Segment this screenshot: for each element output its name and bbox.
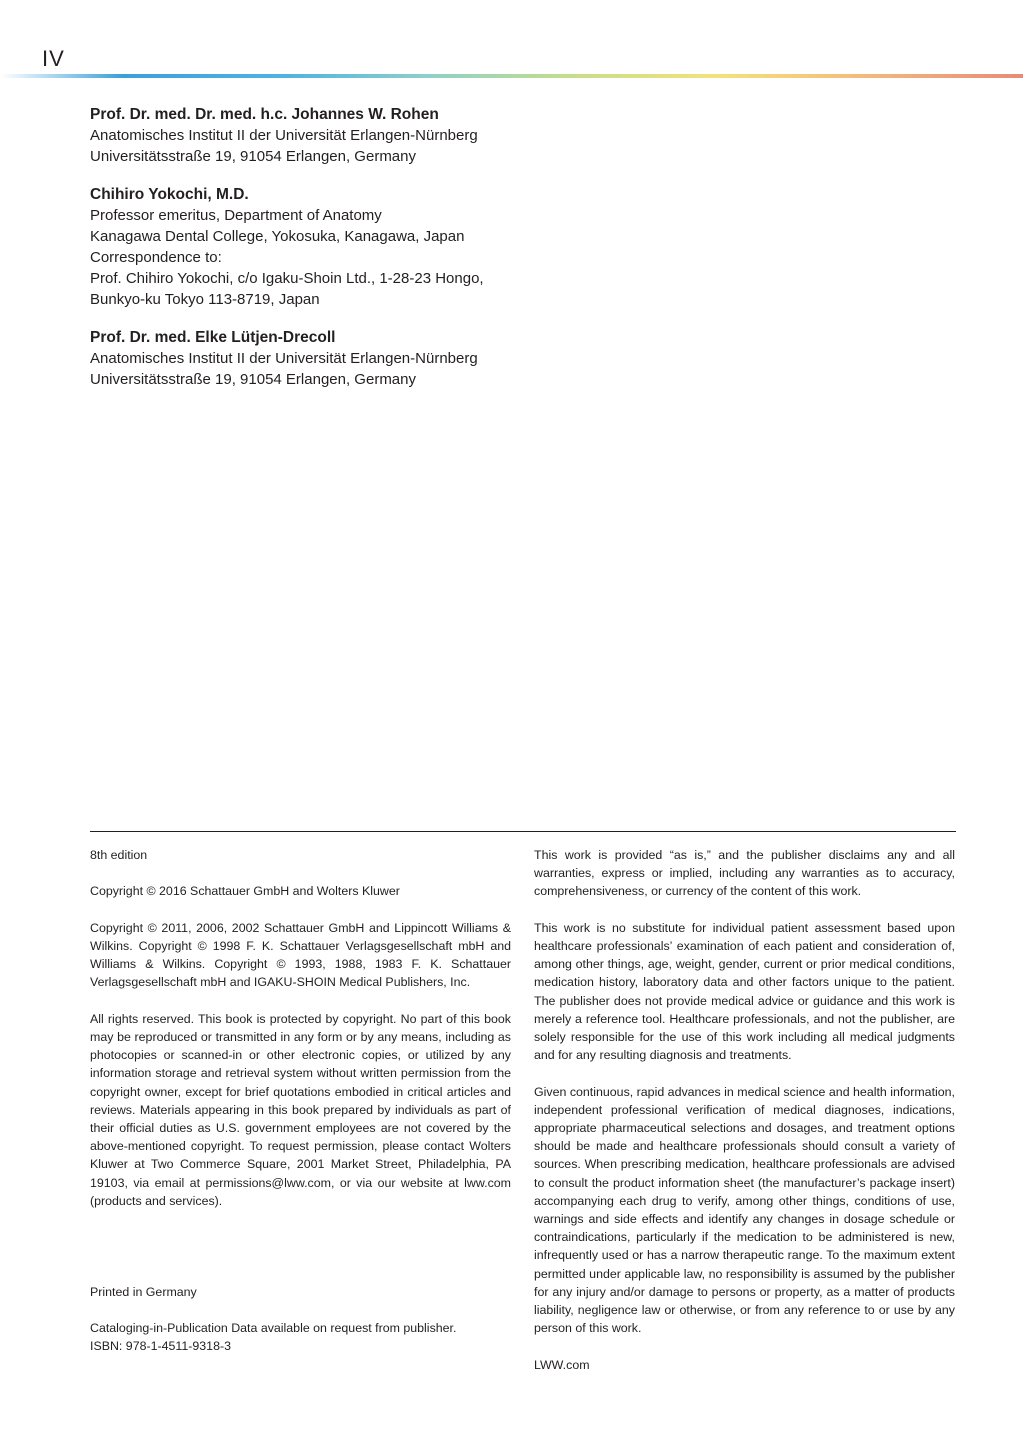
author-address-line: Universitätsstraße 19, 91054 Erlangen, Germany	[90, 371, 416, 388]
copyright-history: Copyright © 2011, 2006, 2002 Schattauer GmbH and Lippincott Williams & Wilkins. Copyright © 1998 F. K. Schattauer Verlagsgesellschaft mbH and Williams & Wilkins. Copyright © 1993, 1988, 1983 F. K. Schattauer Verlagsgesellschaft mbH and IGAKU-SHOIN Medical Publishers, Inc.	[90, 920, 511, 990]
rights-notice: All rights reserved. This book is protected by copyright. No part of this book may be reproduced or transmitted in any form or by any means, including as photocopies or scanned-in or other electronic copies, or utilized by any information storage and retrieval system without written permission from the copyright owner, except for brief quotations embodied in critical articles and reviews. Materials appearing in this book prepared by individuals as part of their official duties as U.S. government employees are not covered by the above-mentioned copyright. To request permission, please contact Wolters Kluwer at Two Commerce Square, 2001 Market Street, Philadelphia, PA 19103, via email at permissions@lww.com, or via our website at lww.com (products and services).	[90, 1011, 511, 1208]
section-divider	[90, 831, 956, 832]
author-address-line: Anatomisches Institut II der Universität Erlangen-Nürnberg	[90, 350, 478, 367]
imprint-right-column	[534, 846, 955, 1374]
author-address-line: Bunkyo-ku Tokyo 113-8719, Japan	[90, 291, 320, 308]
printed-in: Printed in Germany	[90, 1284, 197, 1299]
author-entry	[90, 327, 610, 390]
author-list	[90, 104, 610, 407]
as-is-disclaimer: This work is provided “as is,” and the publisher disclaims any and all warranties, express or implied, including any warranties as to accuracy, comprehensiveness, or currency of the content of this work.	[534, 848, 955, 899]
isbn: ISBN: 978-1-4511-9318-3	[90, 1339, 231, 1354]
author-address-line: Universitätsstraße 19, 91054 Erlangen, Germany	[90, 148, 416, 165]
author-name: Prof. Dr. med. Dr. med. h.c. Johannes W. Rohen	[90, 106, 439, 123]
imprint-left-column	[90, 846, 511, 1356]
author-entry	[90, 104, 610, 167]
publisher-website: LWW.com	[534, 1357, 590, 1372]
copyright-current: Copyright © 2016 Schattauer GmbH and Wolters Kluwer	[90, 884, 400, 899]
author-entry	[90, 184, 610, 310]
author-address-line: Anatomisches Institut II der Universität Erlangen-Nürnberg	[90, 127, 478, 144]
author-address-line: Kanagawa Dental College, Yokosuka, Kanagawa, Japan	[90, 228, 465, 245]
no-substitute-disclaimer: This work is no substitute for individual patient assessment based upon healthcare professionals’ examination of each patient and consideration of, among other things, age, weight, gender, current or prior medical conditions, medication history, laboratory data and other factors unique to the patient. The publisher does not provide medical advice or guidance and this work is merely a reference tool. Healthcare professionals, and not the publisher, are solely responsible for the use of this work including all medical judgments and for any resulting diagnosis and treatments.	[534, 920, 955, 1063]
author-name: Prof. Dr. med. Elke Lütjen-Drecoll	[90, 329, 336, 346]
medical-advances-disclaimer: Given continuous, rapid advances in medical science and health information, independent professional verification of medical diagnoses, indications, appropriate pharmaceutical selections and dosages, and treatment options should be made and healthcare professionals should consult a variety of sources. When prescribing medication, healthcare professionals are advised to consult the product information sheet (the manufacturer’s package insert) accompanying each drug to verify, among other things, conditions of use, warnings and side effects and identify any changes in dosage schedule or contraindications, particularly if the medication to be administered is new, infrequently used or has a narrow therapeutic range. To the maximum extent permitted under applicable law, no responsibility is assumed by the publisher for any injury and/or damage to persons or property, as a matter of products liability, negligence law or otherwise, or from any reference to or use by any person of this work.	[534, 1084, 955, 1336]
author-address-line: Correspondence to:	[90, 249, 222, 266]
author-name: Chihiro Yokochi, M.D.	[90, 186, 249, 203]
author-address-line: Prof. Chihiro Yokochi, c/o Igaku-Shoin Ltd., 1-28-23 Hongo,	[90, 270, 484, 287]
page-number: IV	[42, 46, 65, 71]
cataloging-note: Cataloging-in-Publication Data available on request from publisher.	[90, 1321, 457, 1336]
header-color-bar	[0, 74, 1023, 78]
edition: 8th edition	[90, 848, 148, 862]
author-address-line: Professor emeritus, Department of Anatomy	[90, 207, 382, 224]
